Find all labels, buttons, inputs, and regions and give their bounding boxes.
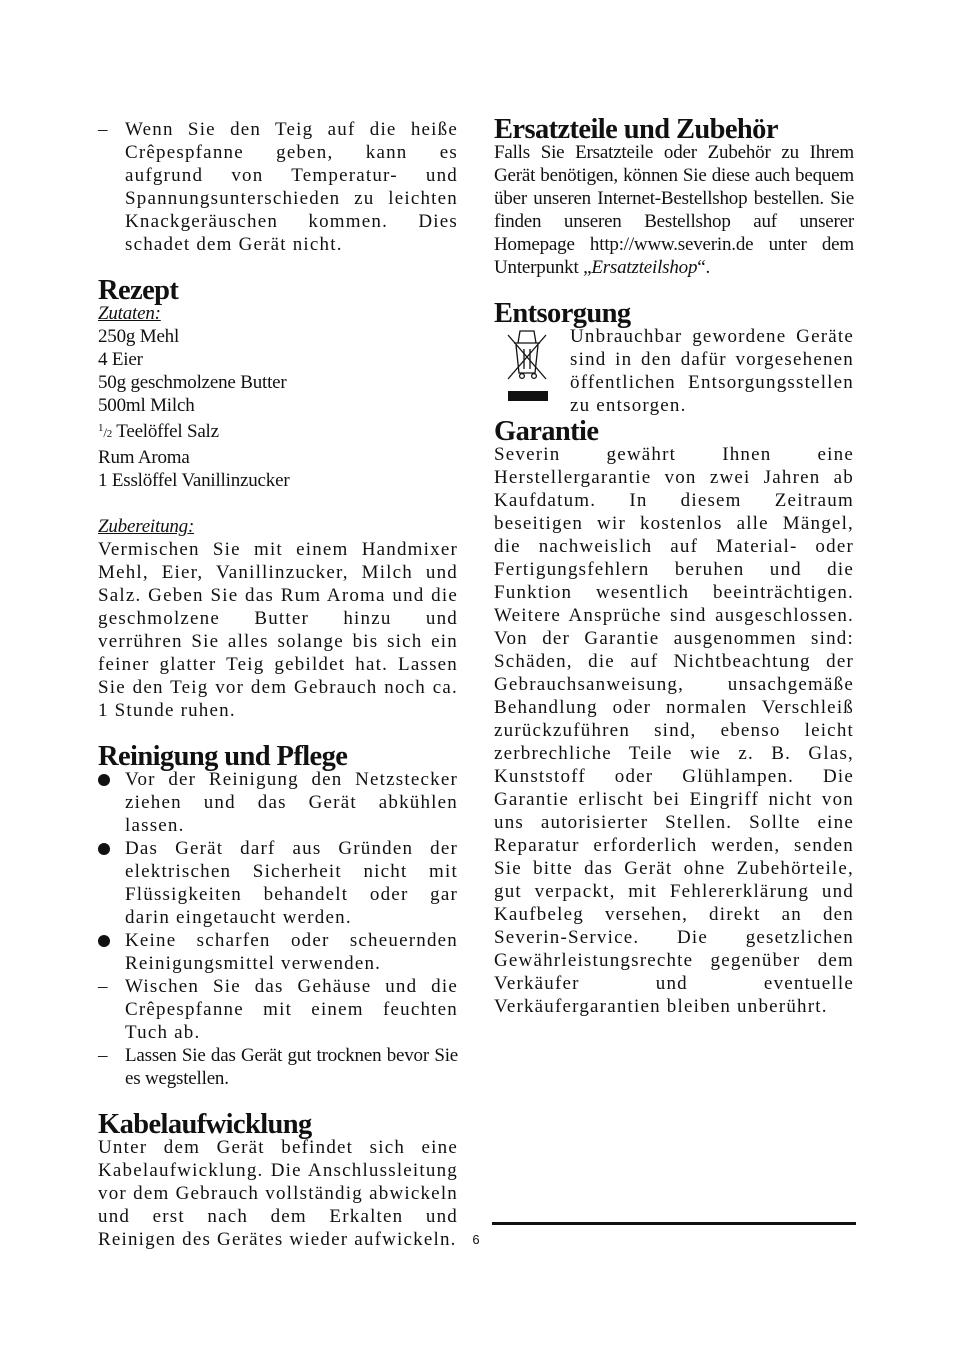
ingredient-item: 4 Eier <box>98 349 143 370</box>
bullet-icon <box>98 843 110 855</box>
right-column <box>494 114 854 1018</box>
warranty-section <box>494 416 854 1018</box>
cable-section <box>98 1109 458 1251</box>
list-item-text: Das Gerät darf aus Gründen der elektrischen Sicherheit nicht mit Flüssigkeiten behandelt oder gar darin eingetaucht werden. <box>125 838 458 928</box>
bullet-icon <box>98 935 110 947</box>
disposal-heading: Entsorgung <box>494 298 631 329</box>
list-item <box>98 768 458 837</box>
ingredient-item: 50g geschmolzene Butter <box>98 372 287 393</box>
disposal-section <box>494 298 854 417</box>
ingredient-item: 250g Mehl <box>98 326 180 347</box>
list-item-text: Vor der Reinigung den Netzstecker ziehen und das Gerät abkühlen lassen. <box>125 769 458 836</box>
recipe-section <box>98 275 458 722</box>
spare-parts-text-end: “. <box>697 257 711 278</box>
ingredients-label: Zutaten: <box>98 303 161 324</box>
cable-text: Unter dem Gerät befindet sich eine Kabelaufwicklung. Die Anschlussleitung vor dem Gebrauch vollständig abwickeln und erst nach dem Erkalten und Reinigen des Gerätes wieder aufwickeln. <box>98 1137 458 1250</box>
dash-marker: – <box>98 119 109 140</box>
preparation-text: Vermischen Sie mit einem Handmixer Mehl, Eier, Vanillinzucker, Milch und Salz. Geben Sie das Rum Aroma und die geschmolzene Butter hinzu und verrühren Sie alles solange bis sich ein feiner glatter Teig gebildet hat. Lassen Sie den Teig vor dem Gebrauch noch ca. 1 Stunde ruhen. <box>98 539 458 721</box>
dash-marker: – <box>98 1045 108 1066</box>
list-item <box>98 118 458 256</box>
ingredient-item: 500ml Milch <box>98 395 195 416</box>
left-column <box>98 118 458 1251</box>
fraction-denominator: 2 <box>106 428 113 440</box>
ingredient-item: 1 Esslöffel Vanillinzucker <box>98 470 290 491</box>
cleaning-section <box>98 741 458 1090</box>
list-item-text: Keine scharfen oder scheuernden Reinigungsmittel verwenden. <box>125 930 458 974</box>
disposal-block <box>494 325 854 417</box>
intro-list <box>98 118 458 256</box>
spare-parts-text <box>494 141 854 279</box>
list-item <box>98 929 458 975</box>
spare-parts-heading: Ersatzteile und Zubehör <box>494 114 778 145</box>
preparation-block <box>98 515 458 722</box>
spare-parts-shop-name: Ersatzteilshop <box>591 257 698 278</box>
spare-parts-text-start: Falls Sie Ersatzteile oder Zubehör zu Ihrem Gerät benötigen, können Sie diese auch bequem über unseren Internet-Bestellshop bestellen. Sie finden unseren Bestellshop auf unserer Homepage http://www.severin.de unter dem Unterpunkt „ <box>494 142 854 278</box>
recipe-heading: Rezept <box>98 275 179 306</box>
preparation-label: Zubereitung: <box>98 516 195 537</box>
ingredient-item-salt <box>98 417 458 446</box>
cable-heading: Kabelaufwicklung <box>98 1109 312 1140</box>
crossed-out-wheelie-bin-icon <box>504 329 550 403</box>
footer-rule <box>492 1222 856 1225</box>
list-item <box>98 837 458 929</box>
bullet-icon <box>98 774 110 786</box>
cleaning-heading: Reinigung und Pflege <box>98 741 348 772</box>
fraction-slash: / <box>103 425 107 440</box>
warranty-heading: Garantie <box>494 416 599 447</box>
fraction-numerator: 1 <box>98 422 104 434</box>
disposal-text: Unbrauchbar gewordene Geräte sind in den dafür vorgesehenen öffentlichen Entsorgungsstellen zu entsorgen. <box>570 326 854 416</box>
cleaning-list <box>98 768 458 1090</box>
ingredient-item: Rum Aroma <box>98 447 190 468</box>
page-number: 6 <box>472 1232 480 1247</box>
intro-text: Wenn Sie den Teig auf die heiße Crêpespfanne geben, kann es aufgrund von Temperatur- und Spannungsunterschieden zu leichten Knackgeräuschen kommen. Dies schadet dem Gerät nicht. <box>125 119 458 255</box>
list-item-text: Lassen Sie das Gerät gut trocknen bevor Sie es wegstellen. <box>125 1045 458 1089</box>
salt-text: Teelöffel Salz <box>112 421 219 442</box>
list-item <box>98 1044 458 1090</box>
list-item <box>98 975 458 1044</box>
warranty-text: Severin gewährt Ihnen eine Herstellergarantie von zwei Jahren ab Kaufdatum. In diesem Zeitraum beseitigen wir kostenlos alle Mängel, die nachweislich auf Material- oder Fertigungsfehlern beruhen und die Funktion wesentlich beeinträchtigen. Weitere Ansprüche sind ausgeschlossen. Von der Garantie ausgenommen sind: Schäden, die auf Nichtbeachtung der Gebrauchsanweisung, unsachgemäße Behandlung oder normalen Verschleiß zurückzuführen sind, ebenso leicht zerbrechliche Teile wie z. B. Glas, Kunststoff oder Glühlampen. Die Garantie erlischt bei Eingriff nicht von uns autorisierter Stellen. Sollte eine Reparatur erforderlich werden, senden Sie bitte das Gerät ohne Zubehörteile, gut verpackt, mit Fehlererklärung und Kaufbeleg versehen, direkt an den Severin-Service. Die gesetzlichen Gewährleistungsrechte gegenüber dem Verkäufer und eventuelle Verkäufergarantien bleiben unberührt. <box>494 444 854 1017</box>
spare-parts-section <box>494 114 854 279</box>
list-item-text: Wischen Sie das Gehäuse und die Crêpespfanne mit einem feuchten Tuch ab. <box>125 976 458 1043</box>
dash-marker: – <box>98 976 109 997</box>
